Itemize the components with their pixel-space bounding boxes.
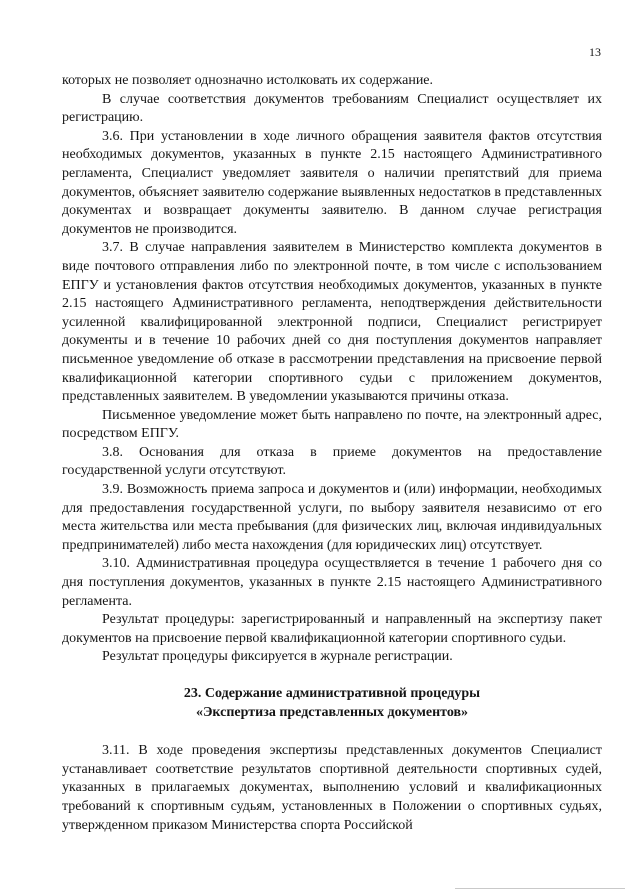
- paragraph-registration: В случае соответствия документов требованиям Специалист осуществляет их регистрацию.: [62, 91, 602, 126]
- section-title-line-2: «Экспертиза представленных документов»: [195, 704, 469, 720]
- paragraph-3-6: 3.6. При установлении в ходе личного обращения заявителя фактов отсутствия необходимых документов, указанных в пункте 2.15 настоящего Административного регламента, Специалист уведомляет заявителя о наличии препятствий для приема документов, объясняет заявителю содержание выявленных недостатков в представленных документах и возвращает документы заявителю. В данном случае регистрация документов не производится.: [62, 128, 602, 237]
- paragraph-3-8: 3.8. Основания для отказа в приеме документов на предоставление государственной услуги отсутствуют.: [62, 444, 602, 479]
- paragraph-3-9: 3.9. Возможность приема запроса и документов и (или) информации, необходимых для предоставления государственной услуги, по выбору заявителя независимо от его места жительства или места пребывания (для физических лиц, включая индивидуальных предпринимателей) либо места нахождения (для юридических лиц) отсутствует.: [62, 482, 602, 553]
- paragraph-result-journal: Результат процедуры фиксируется в журнале регистрации.: [102, 649, 453, 665]
- paragraph-3-11: 3.11. В ходе проведения экспертизы представленных документов Специалист устанавливает соответствие результатов спортивной деятельности спортивных судей, указанных в прилагаемых документах, выполнению условий и квалификационных требований к спортивным судьям, установленных в Положении о спортивных судьях, утвержденном приказом Министерства спорта Российской: [62, 743, 602, 833]
- paragraph-written-notice: Письменное уведомление может быть направлено по почте, на электронный адрес, посредством ЕПГУ.: [62, 407, 602, 442]
- section-heading: [62, 685, 602, 722]
- document-body: [62, 72, 602, 835]
- scan-artifact-line: [455, 888, 625, 889]
- page-number: 13: [589, 45, 601, 59]
- paragraph-3-7: 3.7. В случае направления заявителем в Министерство комплекта документов в виде почтового отправления либо по электронной почте, в том числе с использованием ЕПГУ и установления фактов отсутствия необходимых документов, указанных в пункте 2.15 настоящего Административного регламента, неподтверждения действительности усиленной квалифицированной электронной подписи, Специалист регистрирует документы и в течение 10 рабочих дней со дня поступления документов направляет письменное уведомление об отказе в рассмотрении представления на присвоение первой квалификационной категории спортивного судьи с приложением документов, представленных заявителем. В уведомлении указываются причины отказа.: [62, 240, 602, 405]
- paragraph-continuation: которых не позволяет однозначно истолковать их содержание.: [62, 73, 434, 88]
- section-title-line-1: 23. Содержание административной процедуры: [183, 686, 481, 701]
- paragraph-procedure-result: Результат процедуры: зарегистрированный и направленный на экспертизу пакет документов на присвоение первой квалификационной категории спортивного судьи.: [62, 612, 602, 646]
- paragraph-3-10: 3.10. Административная процедура осуществляется в течение 1 рабочего дня со дня поступления документов, указанных в пункте 2.15 настоящего Административного регламента.: [62, 556, 602, 609]
